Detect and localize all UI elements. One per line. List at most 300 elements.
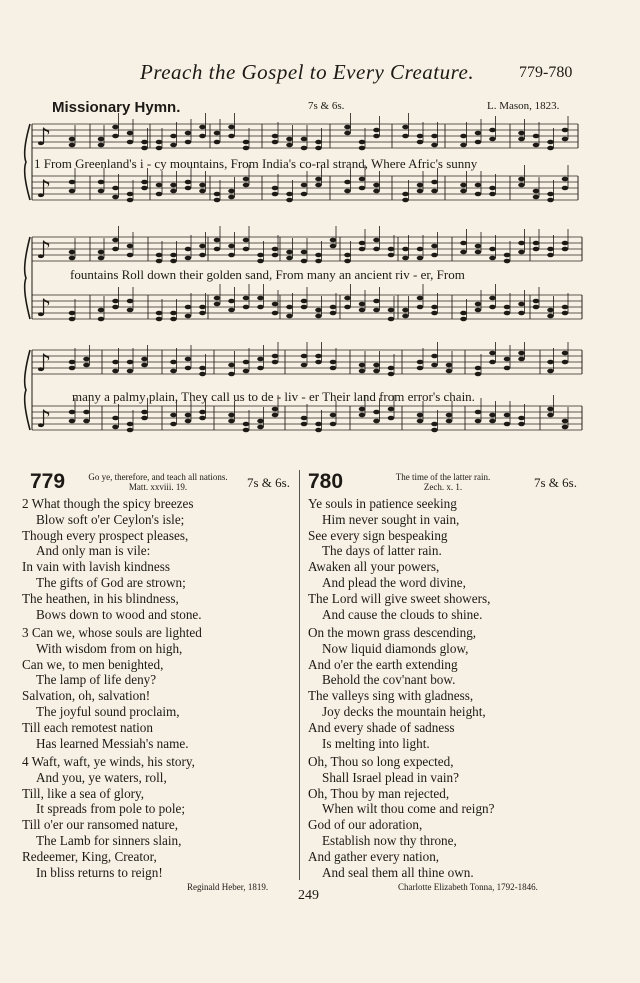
- note-head: [373, 189, 380, 194]
- note-head: [69, 410, 76, 415]
- stanza-4: [22, 754, 195, 880]
- stanza-line: The Lord will give sweet showers,: [308, 590, 491, 606]
- note-head: [562, 177, 569, 182]
- note-head: [489, 413, 496, 418]
- note-head: [228, 363, 235, 368]
- system-brace: [25, 124, 30, 200]
- note-head: [417, 247, 424, 252]
- note-head: [315, 422, 322, 427]
- tune-lyric-line-3: many a palmy plain, They call us to de - liv - er Their land from error's chain.: [72, 389, 475, 404]
- note-head: [112, 369, 119, 374]
- stanza-line: And gather every nation,: [308, 848, 440, 864]
- scripture-reference: Zech. x. 1.: [423, 482, 463, 492]
- note-head: [112, 305, 119, 310]
- note-head: [344, 253, 351, 258]
- note-head: [533, 134, 540, 139]
- note-head: [402, 198, 409, 203]
- stanza-line: The heathen, in his blindness,: [22, 590, 179, 606]
- note-head: [98, 308, 105, 313]
- tune-lyric-line-1: 1 From Greenland's i - cy mountains, From India's co-ral strand, Where Afric's sunny: [34, 156, 478, 171]
- note-head: [156, 183, 163, 188]
- note-head: [417, 134, 424, 139]
- stanza-line: Him never sought in vain,: [322, 511, 460, 527]
- stanza-line: Till o'er our ransomed nature,: [22, 817, 179, 833]
- note-head: [547, 247, 554, 252]
- note-head: [547, 314, 554, 319]
- note-head: [359, 241, 366, 246]
- note-head: [185, 314, 192, 319]
- note-head: [373, 134, 380, 139]
- note-head: [504, 413, 511, 418]
- page-header-title: Preach the Gospel to Every Creature.: [140, 60, 475, 84]
- stanza-line: Till, like a sea of glory,: [22, 785, 145, 801]
- note-head: [83, 363, 90, 368]
- note-head: [272, 140, 279, 145]
- note-head: [330, 366, 337, 371]
- note-head: [69, 137, 76, 142]
- stanza-line: Shall Israel plead in vain?: [322, 769, 459, 785]
- note-head: [359, 177, 366, 182]
- note-head: [359, 363, 366, 368]
- note-head: [518, 241, 525, 246]
- note-head: [199, 183, 206, 188]
- note-head: [518, 183, 525, 188]
- stanza-line: When wilt thou come and reign?: [322, 801, 495, 817]
- note-head: [214, 192, 221, 197]
- note-head: [214, 302, 221, 307]
- stanza-line: See every sign bespeaking: [308, 527, 448, 543]
- note-head: [286, 314, 293, 319]
- note-head: [112, 195, 119, 200]
- note-head: [272, 407, 279, 412]
- note-head: [185, 357, 192, 362]
- hymn-number: 780: [308, 470, 344, 493]
- tune-name: Missionary Hymn.: [52, 99, 181, 116]
- stanza-line: Now liquid diamonds glow,: [322, 640, 469, 656]
- note-head: [431, 311, 438, 316]
- note-head: [359, 413, 366, 418]
- note-head: [533, 305, 540, 310]
- note-head: [402, 314, 409, 319]
- note-head: [257, 296, 264, 301]
- stanza-line: And only man is vile:: [36, 543, 151, 559]
- note-head: [533, 143, 540, 148]
- note-head: [562, 128, 569, 133]
- note-head: [475, 302, 482, 307]
- note-head: [141, 363, 148, 368]
- hymn-scripture: [368, 472, 518, 492]
- note-head: [431, 363, 438, 368]
- note-head: [170, 183, 177, 188]
- note-head: [127, 422, 134, 427]
- note-head: [272, 302, 279, 307]
- note-head: [112, 247, 119, 252]
- note-head: [489, 128, 496, 133]
- note-head: [504, 422, 511, 427]
- note-head: [562, 305, 569, 310]
- system-brace: [25, 350, 30, 430]
- stanza-line: It spreads from pole to pole;: [36, 801, 186, 817]
- note-head: [315, 140, 322, 145]
- stanza-2: [22, 496, 202, 622]
- note-head: [489, 305, 496, 310]
- note-head: [388, 253, 395, 258]
- note-head: [330, 305, 337, 310]
- note-head: [475, 419, 482, 424]
- note-head: [127, 253, 134, 258]
- page-header-hymn-numbers: 779-780: [519, 64, 573, 81]
- note-head: [69, 311, 76, 316]
- note-head: [315, 428, 322, 433]
- note-head: [330, 244, 337, 249]
- stanza-line: The Lamb for sinners slain,: [36, 832, 182, 848]
- note-head: [518, 302, 525, 307]
- note-head: [98, 143, 105, 148]
- stanza-line: Ye souls in patience seeking: [308, 496, 457, 511]
- note-head: [272, 360, 279, 365]
- note-head: [504, 259, 511, 264]
- note-head: [431, 305, 438, 310]
- stanza-line: Salvation, oh, salvation!: [22, 688, 151, 704]
- stanza-3: [22, 625, 202, 751]
- stanza-line: Till each remotest nation: [22, 719, 153, 735]
- note-head: [475, 366, 482, 371]
- note-head: [228, 134, 235, 139]
- note-head: [272, 247, 279, 252]
- note-head: [417, 360, 424, 365]
- note-head: [257, 253, 264, 258]
- note-head: [388, 308, 395, 313]
- stanza-line: Oh, Thou so long expected,: [308, 754, 454, 769]
- stanza-line: And you, ye waters, roll,: [36, 769, 167, 785]
- stanza-line: Bows down to wood and stone.: [36, 606, 202, 622]
- note-head: [214, 198, 221, 203]
- note-head: [431, 253, 438, 258]
- note-head: [98, 180, 105, 185]
- hymn-author: Reginald Heber, 1819.: [187, 882, 269, 892]
- note-head: [286, 198, 293, 203]
- note-head: [417, 419, 424, 424]
- note-head: [344, 180, 351, 185]
- note-head: [185, 186, 192, 191]
- note-head: [402, 308, 409, 313]
- note-head: [214, 140, 221, 145]
- note-head: [83, 410, 90, 415]
- note-head: [417, 256, 424, 261]
- note-head: [475, 140, 482, 145]
- note-head: [431, 143, 438, 148]
- note-head: [547, 369, 554, 374]
- tune-composer: L. Mason, 1823.: [487, 100, 560, 112]
- note-head: [170, 311, 177, 316]
- note-head: [69, 180, 76, 185]
- note-head: [127, 192, 134, 197]
- note-head: [141, 186, 148, 191]
- note-head: [446, 369, 453, 374]
- note-head: [112, 238, 119, 243]
- note-head: [257, 419, 264, 424]
- note-head: [562, 425, 569, 430]
- note-head: [98, 189, 105, 194]
- note-head: [199, 244, 206, 249]
- note-head: [388, 407, 395, 412]
- note-head: [141, 357, 148, 362]
- note-head: [547, 198, 554, 203]
- note-head: [228, 189, 235, 194]
- note-head: [533, 189, 540, 194]
- note-head: [460, 317, 467, 322]
- note-head: [127, 140, 134, 145]
- stanza-line: The lamp of life deny?: [36, 672, 157, 688]
- stanza-line: Joy decks the mountain height,: [322, 703, 486, 719]
- stanza-line: On the mown grass descending,: [308, 625, 477, 640]
- note-head: [373, 363, 380, 368]
- note-head: [518, 351, 525, 356]
- note-head: [489, 247, 496, 252]
- note-head: [185, 413, 192, 418]
- note-head: [417, 189, 424, 194]
- page-number: 249: [298, 888, 319, 903]
- note-head: [228, 244, 235, 249]
- note-head: [228, 253, 235, 258]
- clef-icon: ♪: [36, 405, 52, 433]
- note-head: [112, 416, 119, 421]
- note-head: [228, 419, 235, 424]
- stanza-line: And cause the clouds to shine.: [322, 606, 483, 622]
- note-head: [112, 299, 119, 304]
- note-head: [127, 360, 134, 365]
- note-head: [141, 410, 148, 415]
- note-head: [185, 131, 192, 136]
- note-head: [417, 366, 424, 371]
- note-head: [156, 140, 163, 145]
- hymn-meter: 7s & 6s.: [247, 475, 290, 490]
- note-head: [301, 416, 308, 421]
- note-head: [417, 183, 424, 188]
- stanza-line: Blow soft o'er Ceylon's isle;: [36, 511, 185, 527]
- note-head: [373, 308, 380, 313]
- stanza-line: And seal them all thine own.: [322, 864, 474, 880]
- note-head: [141, 146, 148, 151]
- staff: [32, 342, 582, 377]
- note-head: [301, 305, 308, 310]
- note-head: [330, 311, 337, 316]
- note-head: [402, 125, 409, 130]
- note-head: [69, 360, 76, 365]
- stanza-line: Behold the cov'nant bow.: [322, 672, 456, 688]
- note-head: [475, 250, 482, 255]
- note-head: [518, 311, 525, 316]
- note-head: [373, 128, 380, 133]
- note-head: [344, 131, 351, 136]
- note-head: [518, 416, 525, 421]
- note-head: [373, 299, 380, 304]
- note-head: [301, 363, 308, 368]
- note-head: [518, 250, 525, 255]
- note-head: [257, 366, 264, 371]
- note-head: [214, 131, 221, 136]
- note-head: [243, 183, 250, 188]
- column-divider: [299, 470, 300, 880]
- note-head: [562, 186, 569, 191]
- stanza-1: [308, 496, 490, 622]
- system-brace: [25, 237, 30, 319]
- note-head: [243, 238, 250, 243]
- stanza-line: 2 What though the spicy breezes: [22, 496, 194, 511]
- note-head: [402, 256, 409, 261]
- note-head: [359, 407, 366, 412]
- note-head: [185, 247, 192, 252]
- note-head: [156, 311, 163, 316]
- note-head: [301, 183, 308, 188]
- note-head: [431, 134, 438, 139]
- note-head: [359, 247, 366, 252]
- note-head: [431, 428, 438, 433]
- note-head: [315, 183, 322, 188]
- note-head: [315, 253, 322, 258]
- note-head: [533, 247, 540, 252]
- stanza-line: Awaken all your powers,: [308, 559, 440, 575]
- note-head: [460, 134, 467, 139]
- note-head: [489, 256, 496, 261]
- note-head: [489, 186, 496, 191]
- note-head: [504, 366, 511, 371]
- note-head: [489, 351, 496, 356]
- note-head: [460, 189, 467, 194]
- note-head: [301, 259, 308, 264]
- clef-icon: ♪: [36, 236, 52, 264]
- note-head: [562, 419, 569, 424]
- note-head: [185, 256, 192, 261]
- stanza-3: [308, 754, 494, 880]
- note-head: [547, 192, 554, 197]
- note-head: [156, 253, 163, 258]
- note-head: [489, 192, 496, 197]
- note-head: [228, 413, 235, 418]
- note-head: [127, 131, 134, 136]
- note-head: [199, 366, 206, 371]
- note-head: [446, 419, 453, 424]
- note-head: [518, 357, 525, 362]
- scripture-text: The time of the latter rain.: [395, 472, 491, 482]
- note-head: [98, 317, 105, 322]
- note-head: [272, 354, 279, 359]
- note-head: [272, 311, 279, 316]
- note-head: [69, 366, 76, 371]
- stanza-line: 3 Can we, whose souls are lighted: [22, 625, 202, 640]
- note-head: [315, 259, 322, 264]
- note-head: [243, 369, 250, 374]
- note-head: [69, 419, 76, 424]
- note-head: [301, 192, 308, 197]
- note-head: [199, 410, 206, 415]
- note-head: [286, 137, 293, 142]
- scripture-text: Go ye, therefore, and teach all nations.: [88, 472, 228, 482]
- note-head: [562, 247, 569, 252]
- tune-meter: 7s & 6s.: [308, 100, 345, 112]
- note-head: [330, 360, 337, 365]
- hymn-scripture: [68, 472, 248, 492]
- note-head: [518, 137, 525, 142]
- note-head: [170, 369, 177, 374]
- note-head: [199, 125, 206, 130]
- note-head: [286, 192, 293, 197]
- note-head: [388, 247, 395, 252]
- note-head: [315, 308, 322, 313]
- note-head: [199, 253, 206, 258]
- note-head: [170, 143, 177, 148]
- note-head: [69, 256, 76, 261]
- note-head: [504, 311, 511, 316]
- note-head: [315, 360, 322, 365]
- note-head: [359, 369, 366, 374]
- note-head: [127, 428, 134, 433]
- note-head: [460, 183, 467, 188]
- note-head: [359, 186, 366, 191]
- stanza-line: The gifts of God are strown;: [36, 574, 186, 590]
- note-head: [446, 363, 453, 368]
- note-head: [199, 305, 206, 310]
- note-head: [243, 140, 250, 145]
- note-head: [417, 413, 424, 418]
- stanza-line: 4 Waft, waft, ye winds, his story,: [22, 754, 195, 769]
- note-head: [199, 189, 206, 194]
- note-head: [214, 247, 221, 252]
- note-head: [228, 299, 235, 304]
- note-head: [112, 134, 119, 139]
- note-head: [127, 244, 134, 249]
- note-head: [373, 238, 380, 243]
- note-head: [257, 425, 264, 430]
- note-head: [170, 189, 177, 194]
- note-head: [272, 134, 279, 139]
- note-head: [402, 247, 409, 252]
- stanza-line: Establish now thy throne,: [322, 832, 457, 848]
- note-head: [69, 250, 76, 255]
- note-head: [315, 146, 322, 151]
- note-head: [257, 259, 264, 264]
- stanza-line: Oh, Thou by man rejected,: [308, 785, 450, 801]
- note-head: [489, 137, 496, 142]
- note-head: [431, 244, 438, 249]
- note-head: [562, 360, 569, 365]
- note-head: [518, 422, 525, 427]
- note-head: [460, 143, 467, 148]
- stanza-line: And every shade of sadness: [308, 719, 455, 735]
- note-head: [170, 422, 177, 427]
- note-head: [344, 189, 351, 194]
- note-head: [301, 299, 308, 304]
- note-head: [475, 131, 482, 136]
- note-head: [359, 308, 366, 313]
- stanza-line: Can we, to men benighted,: [22, 656, 164, 672]
- note-head: [388, 416, 395, 421]
- note-head: [562, 351, 569, 356]
- note-head: [243, 360, 250, 365]
- note-head: [373, 369, 380, 374]
- note-head: [533, 299, 540, 304]
- note-head: [170, 360, 177, 365]
- note-head: [170, 317, 177, 322]
- note-head: [475, 308, 482, 313]
- note-head: [272, 186, 279, 191]
- note-head: [518, 131, 525, 136]
- note-head: [562, 137, 569, 142]
- note-head: [214, 296, 221, 301]
- note-head: [330, 422, 337, 427]
- note-head: [475, 410, 482, 415]
- note-head: [431, 354, 438, 359]
